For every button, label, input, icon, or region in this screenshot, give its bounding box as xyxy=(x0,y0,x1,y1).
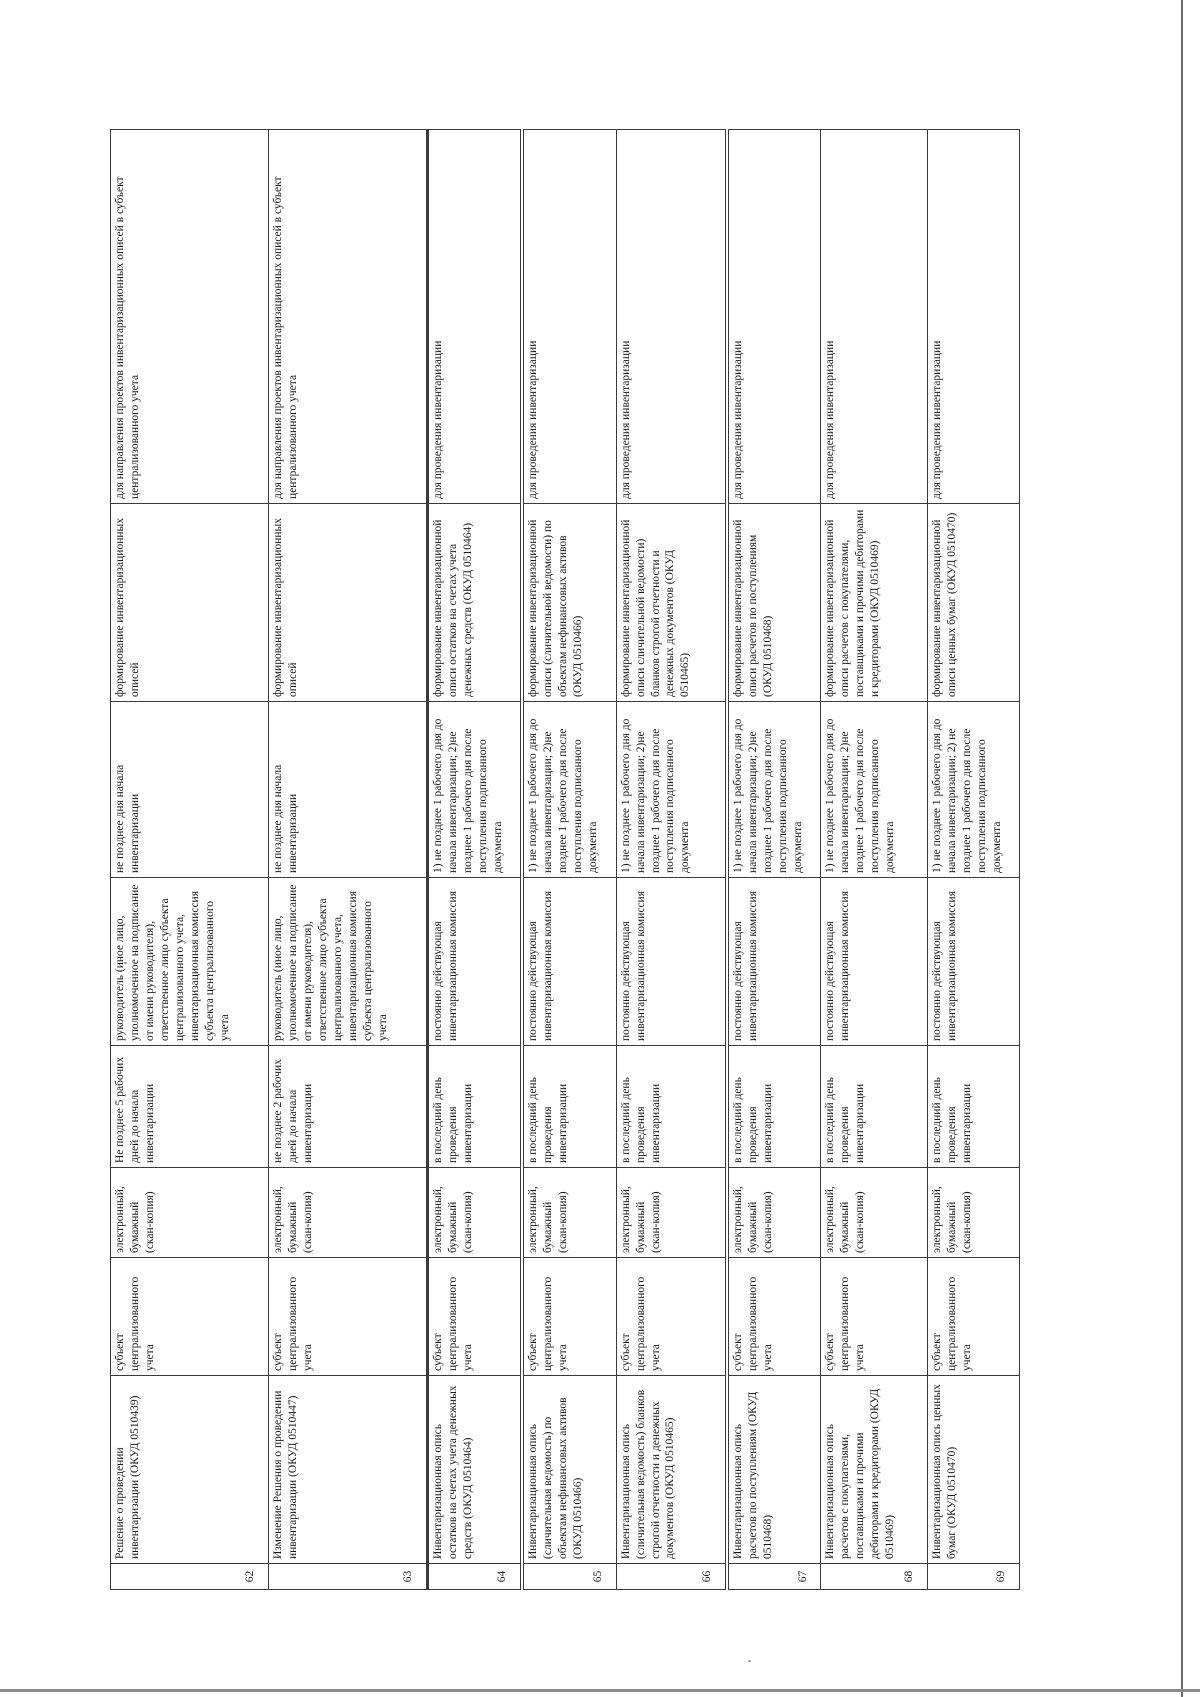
table-row xyxy=(727,130,821,1590)
table-row xyxy=(269,130,427,1590)
document-name-cell: Инвентаризационная опись расчетов по поступлениям (ОКУД 0510468) xyxy=(727,1376,821,1564)
creation-deadline-cell: в последний день проведения инвентаризации xyxy=(616,1046,727,1168)
signer-cell: руководитель (иное лицо, уполномоченное на подписание от имени руководителя), ответственное лицо субъекта централизованного учета, инвентаризационная комиссия субъекта централизованного учета xyxy=(111,878,269,1046)
signer-cell: постоянно действующая инвентаризационная комиссия xyxy=(522,878,616,1046)
action-cell: формирование инвентаризационной описи расчетов по поступлениям (ОКУД 0510468) xyxy=(727,504,821,702)
document-format-cell: электронный, бумажный (скан-копия) xyxy=(522,1168,616,1258)
submission-deadline-cell: 1) не позднее 1 рабочего дня до начала инвентаризации; 2)не позднее 1 рабочего дня после поступления подписанного документа xyxy=(821,702,927,878)
document-format-cell: электронный, бумажный (скан-копия) xyxy=(111,1168,269,1258)
responsible-party-cell: субъект централизованного учета xyxy=(522,1258,616,1376)
row-number: 62 xyxy=(111,1564,269,1590)
document-format-cell: электронный, бумажный (скан-копия) xyxy=(269,1168,427,1258)
submission-deadline-cell: 1) не позднее 1 рабочего дня до начала инвентаризации; 2)не позднее 1 рабочего дня после поступления подписанного документа xyxy=(522,702,616,878)
creation-deadline-cell: в последний день проведения инвентаризации xyxy=(522,1046,616,1168)
purpose-cell: для направления проектов инвентаризационных описей в субъект централизованного учета xyxy=(269,130,427,504)
signer-cell: постоянно действующая инвентаризационная комиссия xyxy=(616,878,727,1046)
submission-deadline-cell: не позднее дня начала инвентаризации xyxy=(111,702,269,878)
scan-speck xyxy=(748,1660,751,1662)
table-row xyxy=(927,130,1019,1590)
action-cell: формирование инвентаризационных описей xyxy=(269,504,427,702)
responsible-party-cell: субъект централизованного учета xyxy=(269,1258,427,1376)
table-row xyxy=(616,130,727,1590)
signer-cell: постоянно действующая инвентаризационная комиссия xyxy=(821,878,927,1046)
document-format-cell: электронный, бумажный (скан-копия) xyxy=(427,1168,522,1258)
row-number: 67 xyxy=(727,1564,821,1590)
responsible-party-cell: субъект централизованного учета xyxy=(821,1258,927,1376)
page-edge-right xyxy=(1181,0,1183,1697)
rotated-table-container xyxy=(110,130,1020,1590)
table-row xyxy=(522,130,616,1590)
creation-deadline-cell: в последний день проведения инвентаризации xyxy=(427,1046,522,1168)
purpose-cell: для проведения инвентаризации xyxy=(727,130,821,504)
submission-deadline-cell: 1) не позднее 1 рабочего дня до начала инвентаризации; 2) не позднее 1 рабочего дня после поступления подписанного документа xyxy=(927,702,1019,878)
purpose-cell: для проведения инвентаризации xyxy=(427,130,522,504)
responsible-party-cell: субъект централизованного учета xyxy=(427,1258,522,1376)
document-name-cell: Инвентаризационная опись (сличительная ведомость) по объектам нефинансовых активов (ОКУД 0510466) xyxy=(522,1376,616,1564)
creation-deadline-cell: в последний день проведения инвентаризации xyxy=(927,1046,1019,1168)
signer-cell: постоянно действующая инвентаризационная комиссия xyxy=(727,878,821,1046)
purpose-cell: для проведения инвентаризации xyxy=(821,130,927,504)
creation-deadline-cell: в последний день проведения инвентаризации xyxy=(821,1046,927,1168)
creation-deadline-cell: Не позднее 5 рабочих дней до начала инвентаризации xyxy=(111,1046,269,1168)
document-table xyxy=(110,129,1020,1590)
row-number: 65 xyxy=(522,1564,616,1590)
submission-deadline-cell: 1) не позднее 1 рабочего дня до начала инвентаризации; 2)не позднее 1 рабочего дня после поступления подписанного документа xyxy=(616,702,727,878)
row-number: 69 xyxy=(927,1564,1019,1590)
document-format-cell: электронный, бумажный (скан-копия) xyxy=(727,1168,821,1258)
responsible-party-cell: субъект централизованного учета xyxy=(616,1258,727,1376)
document-name-cell: Инвентаризационная опись ценных бумаг (ОКУД 0510470) xyxy=(927,1376,1019,1564)
responsible-party-cell: субъект централизованного учета xyxy=(727,1258,821,1376)
document-name-cell: Решение о проведении инвентаризации (ОКУД 0510439) xyxy=(111,1376,269,1564)
row-number: 64 xyxy=(427,1564,522,1590)
creation-deadline-cell: не позднее 2 рабочих дней до начала инвентаризации xyxy=(269,1046,427,1168)
signer-cell: постоянно действующая инвентаризационная комиссия xyxy=(927,878,1019,1046)
responsible-party-cell: субъект централизованного учета xyxy=(111,1258,269,1376)
table-row xyxy=(821,130,927,1590)
table-row xyxy=(111,130,269,1590)
purpose-cell: для проведения инвентаризации xyxy=(522,130,616,504)
document-name-cell: Инвентаризационная опись расчетов с покупателями, поставщиками и прочими дебиторами и кредиторами (ОКУД 0510469) xyxy=(821,1376,927,1564)
document-name-cell: Изменение Решения о проведении инвентаризации (ОКУД 0510447) xyxy=(269,1376,427,1564)
purpose-cell: для направления проектов инвентаризационных описей в субъект централизованного учета xyxy=(111,130,269,504)
page-edge-bottom xyxy=(0,1689,1200,1692)
document-format-cell: электронный, бумажный (скан-копия) xyxy=(927,1168,1019,1258)
table-row xyxy=(427,130,522,1590)
signer-cell: руководитель (иное лицо, уполномоченное на подписание от имени руководителя), ответственное лицо субъекта централизованного учета, инвентаризационная комиссия субъекта централизованного учета xyxy=(269,878,427,1046)
action-cell: формирование инвентаризационной описи ценных бумаг (ОКУД 0510470) xyxy=(927,504,1019,702)
submission-deadline-cell: не позднее дня начала инвентаризации xyxy=(269,702,427,878)
submission-deadline-cell: 1) не позднее 1 рабочего дня до начала инвентаризации; 2)не позднее 1 рабочего дня после поступления подписанного документа xyxy=(427,702,522,878)
action-cell: формирование инвентаризационных описей xyxy=(111,504,269,702)
action-cell: формирование инвентаризационной описи (сличительной ведомости) по объектам нефинансовых активов (ОКУД 0510466) xyxy=(522,504,616,702)
purpose-cell: для проведения инвентаризации xyxy=(616,130,727,504)
signer-cell: постоянно действующая инвентаризационная комиссия xyxy=(427,878,522,1046)
row-number: 68 xyxy=(821,1564,927,1590)
row-number: 66 xyxy=(616,1564,727,1590)
creation-deadline-cell: в последний день проведения инвентаризации xyxy=(727,1046,821,1168)
responsible-party-cell: субъект централизованного учета xyxy=(927,1258,1019,1376)
action-cell: формирование инвентаризационной описи сличительной ведомости) бланков строгой отчетности и денежных документов (ОКУД 0510465) xyxy=(616,504,727,702)
document-format-cell: электронный, бумажный (скан-копия) xyxy=(821,1168,927,1258)
row-number: 63 xyxy=(269,1564,427,1590)
document-name-cell: Инвентаризационная опись (сличительная ведомость) бланков строгой отчетности и денежных документов (ОКУД 0510465) xyxy=(616,1376,727,1564)
purpose-cell: для проведения инвентаризации xyxy=(927,130,1019,504)
action-cell: формирование инвентаризационной описи расчетов с покупателями, поставщиками и прочими дебиторами и кредиторами (ОКУД 0510469) xyxy=(821,504,927,702)
action-cell: формирование инвентаризационной описи остатков на счетах учета денежных средств (ОКУД 0510464) xyxy=(427,504,522,702)
document-name-cell: Инвентаризационная опись остатков на счетах учета денежных средств (ОКУД 0510464) xyxy=(427,1376,522,1564)
table-body xyxy=(111,130,1020,1590)
submission-deadline-cell: 1) не позднее 1 рабочего дня до начала инвентаризации; 2)не позднее 1 рабочего дня после поступления подписанного документа xyxy=(727,702,821,878)
document-format-cell: электронный, бумажный (скан-копия) xyxy=(616,1168,727,1258)
